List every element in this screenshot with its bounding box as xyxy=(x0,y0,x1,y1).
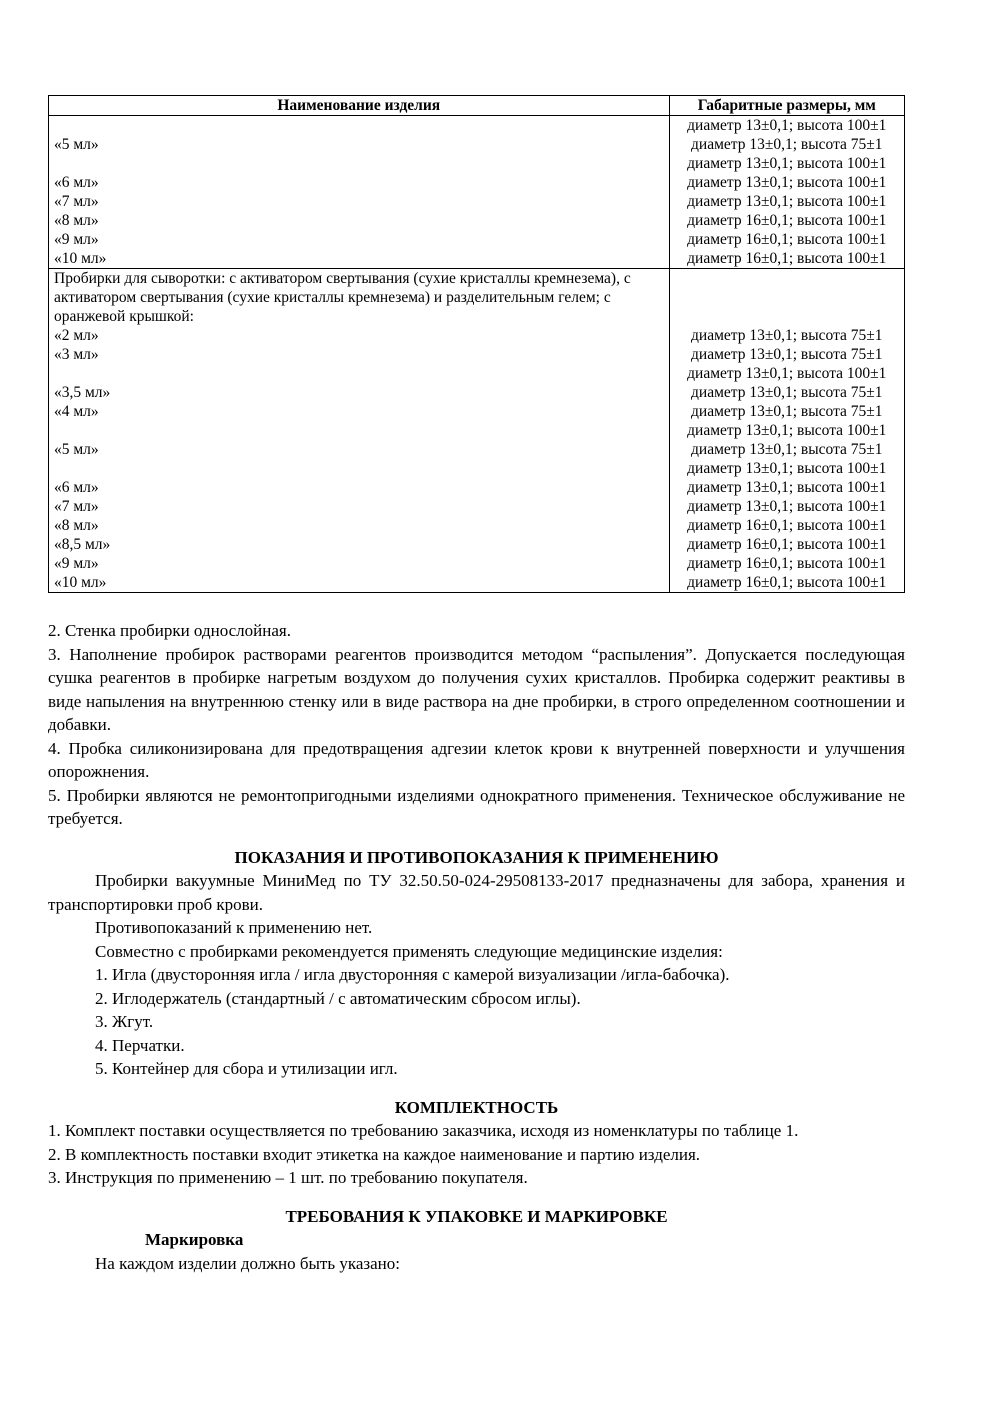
product-name xyxy=(49,154,669,173)
list-item: 3. Жгут. xyxy=(95,1012,154,1031)
product-name: «6 мл» xyxy=(54,174,99,191)
list-item: 4. Перчатки. xyxy=(95,1035,185,1055)
product-size: диаметр 13±0,1; высота 100±1 xyxy=(687,460,887,477)
product-name: «8 мл» xyxy=(54,517,99,534)
product-size: диаметр 16±0,1; высота 100±1 xyxy=(687,536,887,553)
paragraph: Совместно с пробирками рекомендуется применять следующие медицинские изделия: xyxy=(95,941,723,961)
product-name: «7 мл» xyxy=(54,498,99,515)
product-size: диаметр 16±0,1; высота 100±1 xyxy=(687,231,887,248)
section-heading: ПОКАЗАНИЯ И ПРОТИВОПОКАЗАНИЯ К ПРИМЕНЕНИЮ xyxy=(234,847,719,867)
list-item: 1. Игла (двусторонняя игла / игла двусторонняя с камерой визуализации /игла-бабочка). xyxy=(95,965,730,984)
product-size: диаметр 16±0,1; высота 100±1 xyxy=(687,574,887,591)
product-size: диаметр 16±0,1; высота 100±1 xyxy=(687,555,887,572)
paragraph: 3. Наполнение пробирок растворами реагентов производится методом “распыления”. Допускается последующая сушка реагентов в пробирке нагретым воздухом до получения сухих кристаллов. Пробирка содержит реактивы в виде напыления на внутреннюю стенку или в виде раствора на дне пробирки, в строго определенном соотношении и добавки. xyxy=(48,644,905,734)
product-name: «9 мл» xyxy=(54,231,99,248)
product-name xyxy=(49,364,669,383)
section2-names-cell xyxy=(49,269,670,593)
product-name: «10 мл» xyxy=(54,574,107,591)
product-size: диаметр 13±0,1; высота 100±1 xyxy=(687,174,887,191)
product-name xyxy=(49,421,669,440)
list-item: 5. Контейнер для сбора и утилизации игл. xyxy=(95,1059,398,1078)
table-header-row xyxy=(49,96,905,116)
document-body xyxy=(48,619,905,1275)
product-name: «5 мл» xyxy=(54,441,99,458)
product-name: «5 мл» xyxy=(54,136,99,153)
section2-sizes-cell xyxy=(669,269,904,593)
product-name: «8,5 мл» xyxy=(54,536,111,553)
product-size: диаметр 16±0,1; высота 100±1 xyxy=(687,212,887,229)
paragraph: 2. Стенка пробирки однослойная. xyxy=(48,621,291,640)
product-size: диаметр 13±0,1; высота 100±1 xyxy=(687,117,887,134)
product-table xyxy=(48,95,905,593)
paragraph: Противопоказаний к применению нет. xyxy=(95,918,373,937)
paragraph: Маркировка xyxy=(145,1230,244,1249)
sizes-spacer xyxy=(670,269,904,326)
product-name: «2 мл» xyxy=(54,327,99,344)
table-header-product-name: Наименование изделия xyxy=(49,96,670,116)
paragraph: На каждом изделии должно быть указано: xyxy=(95,1253,400,1273)
product-size: диаметр 13±0,1; высота 100±1 xyxy=(687,365,887,382)
product-name: «6 мл» xyxy=(54,479,99,496)
product-name: «10 мл» xyxy=(54,250,107,267)
section-heading: КОМПЛЕКТНОСТЬ xyxy=(394,1097,559,1117)
section2-name-lines xyxy=(49,326,669,592)
table-section-2 xyxy=(49,269,905,593)
table-header-dimensions: Габаритные размеры, мм xyxy=(669,96,904,116)
section2-size-lines xyxy=(670,326,904,592)
product-size: диаметр 13±0,1; высота 100±1 xyxy=(687,193,887,210)
product-name: «8 мл» xyxy=(54,212,99,229)
product-size: диаметр 13±0,1; высота 100±1 xyxy=(687,498,887,515)
paragraph: 4. Пробка силиконизирована для предотвращения адгезии клеток крови к внутренней поверхности и улучшения опорожнения. xyxy=(48,738,905,781)
paragraph: Пробирки вакуумные МиниМед по ТУ 32.50.50-024-29508133-2017 предназначены для забора, хранения и транспортировки проб крови. xyxy=(48,871,905,914)
section1-sizes-cell xyxy=(669,116,904,269)
product-name xyxy=(49,116,669,135)
product-name: «3,5 мл» xyxy=(54,384,111,401)
table-section-1 xyxy=(49,116,905,269)
product-name: «9 мл» xyxy=(54,555,99,572)
list-item: 2. Иглодержатель (стандартный / с автоматическим сбросом иглы). xyxy=(95,988,581,1008)
paragraph: 5. Пробирки являются не ремонтопригодными изделиями однократного применения. Техническое обслуживание не требуется. xyxy=(48,785,905,828)
paragraph: 2. В комплектность поставки входит этикетка на каждое наименование и партию изделия. xyxy=(48,1144,701,1164)
product-size: диаметр 13±0,1; высота 75±1 xyxy=(691,384,883,401)
paragraph: 3. Инструкция по применению – 1 шт. по требованию покупателя. xyxy=(48,1168,528,1187)
product-size: диаметр 13±0,1; высота 75±1 xyxy=(691,136,883,153)
section-heading: ТРЕБОВАНИЯ К УПАКОВКЕ И МАРКИРОВКЕ xyxy=(285,1206,668,1226)
paragraph: 1. Комплект поставки осуществляется по требованию заказчика, исходя из номенклатуры по таблице 1. xyxy=(48,1121,799,1140)
product-name: «3 мл» xyxy=(54,346,99,363)
product-size: диаметр 13±0,1; высота 75±1 xyxy=(691,346,883,363)
product-size: диаметр 13±0,1; высота 75±1 xyxy=(691,403,883,420)
product-size: диаметр 13±0,1; высота 100±1 xyxy=(687,479,887,496)
product-size: диаметр 13±0,1; высота 100±1 xyxy=(687,155,887,172)
section1-names-cell xyxy=(49,116,670,269)
serum-tubes-description: Пробирки для сыворотки: с активатором свертывания (сухие кристаллы кремнезема), с активатором свертывания (сухие кристаллы кремнезема) и разделительным гелем; с оранжевой крышкой: xyxy=(54,270,631,325)
product-size: диаметр 16±0,1; высота 100±1 xyxy=(687,250,887,267)
product-name xyxy=(49,459,669,478)
product-size: диаметр 13±0,1; высота 75±1 xyxy=(691,327,883,344)
product-name: «4 мл» xyxy=(54,403,99,420)
product-size: диаметр 16±0,1; высота 100±1 xyxy=(687,517,887,534)
product-size: диаметр 13±0,1; высота 100±1 xyxy=(687,422,887,439)
product-size: диаметр 13±0,1; высота 75±1 xyxy=(691,441,883,458)
product-name: «7 мл» xyxy=(54,193,99,210)
